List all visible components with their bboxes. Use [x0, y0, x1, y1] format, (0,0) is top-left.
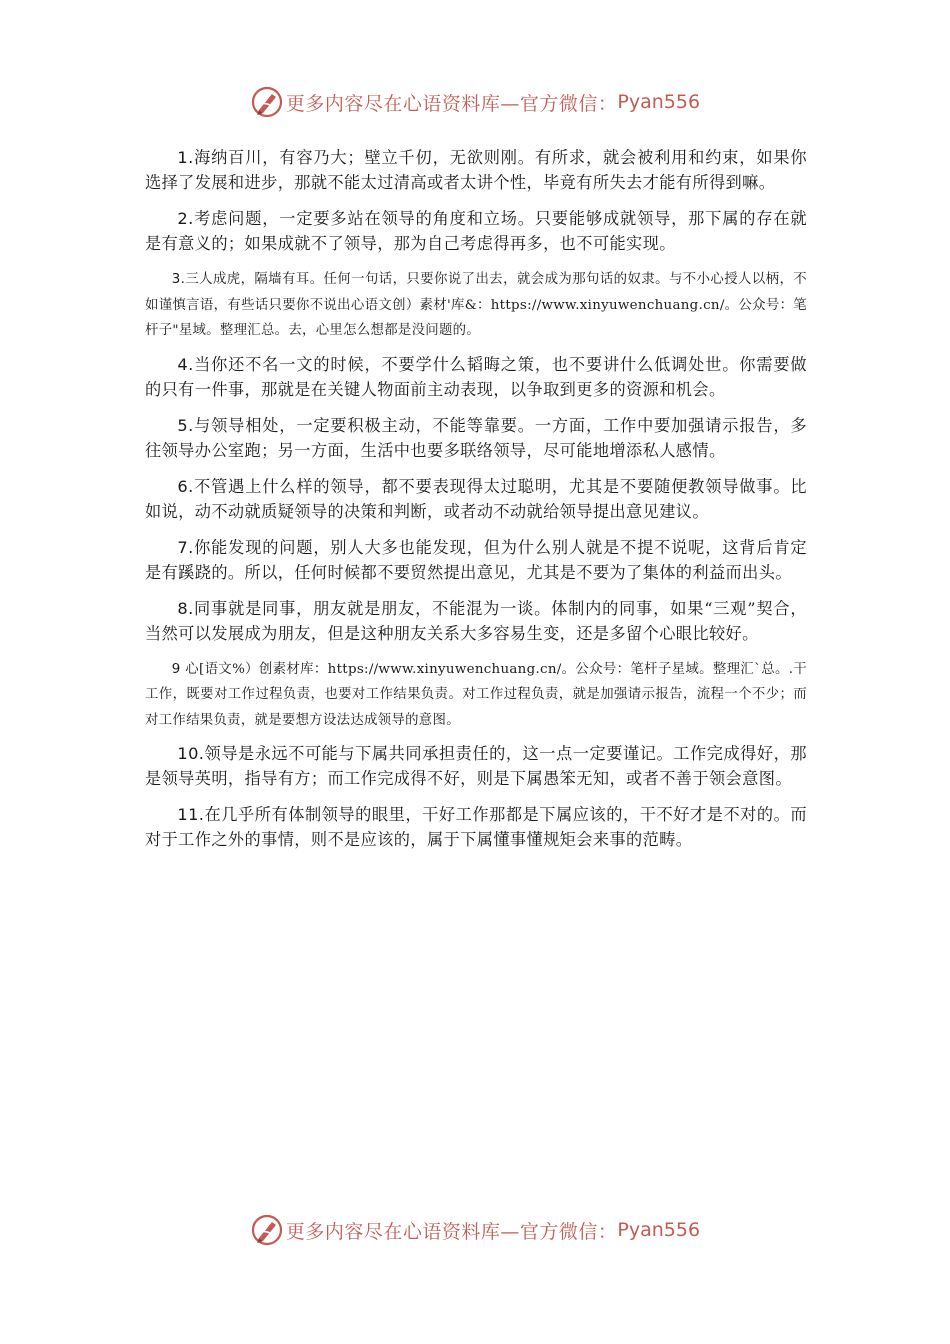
footer-banner — [0, 1210, 950, 1250]
paragraph-2 — [145, 206, 807, 256]
paragraph-number: 6. — [177, 476, 194, 496]
paragraph-number: 9 — [171, 661, 181, 677]
header-brand-text: 更多内容尽在心语资料库—官方微信： — [285, 92, 618, 115]
paragraph-number: 5. — [177, 415, 194, 435]
paragraph-text: 不管遇上什么样的领导，都不要表现得太过聪明，尤其是不要随便教领导做事。比如说，动不动就质疑领导的决策和判断，或者动不动就给领导提出意见建议。 — [145, 476, 807, 521]
paragraph-text: 领导是永远不可能与下属共同承担责任的，这一点一定要谨记。工作完成得好，那是领导英明，指导有方；而工作完成得不好，则是下属愚笨无知，或者不善于领会意图。 — [145, 744, 807, 788]
paragraph-10 — [145, 741, 807, 791]
paragraph-1 — [145, 145, 807, 195]
paragraph-8 — [145, 596, 807, 646]
paragraph-number: 8. — [177, 598, 194, 618]
paragraph-number: 1. — [177, 148, 194, 167]
paragraph-number: 11. — [177, 805, 205, 824]
paragraph-text: 心[语文%）创素材库：https://www.xinyuwenchuang.cn/。公众号：笔杆子星域。整理汇`总。.干工作，既要对工作过程负责，也要对工作结果负责。对工作过程负责，就是加强请示报告，流程一个不少；而对工作结果负责，就是要想方设法达成领导的意图。 — [145, 661, 807, 728]
paragraph-text: 你能发现的问题，别人大多也能发现，但为什么别人就是不提不说呢，这背后肯定是有蹊跷的。所以，任何时候都不要贸然提出意见，尤其是不要为了集体的利益而出头。 — [145, 537, 807, 582]
paragraph-text: 在几乎所有体制领导的眼里，干好工作那都是下属应该的，干不好才是不对的。而对于工作之外的事情，则不是应该的，属于下属懂事懂规矩会来事的范畴。 — [145, 805, 807, 849]
footer-brand-text: 更多内容尽在心语资料库—官方微信： — [285, 1220, 618, 1243]
paragraph-9 — [145, 657, 807, 734]
header-banner — [0, 82, 950, 122]
header-contact-text: Pyan556 — [617, 91, 701, 113]
footer-contact-text: Pyan556 — [617, 1219, 701, 1241]
paragraph-text: 当你还不名一文的时候，不要学什么韬晦之策，也不要讲什么低调处世。你需要做的只有一件事，那就是在关键人物面前主动表现，以争取到更多的资源和机会。 — [145, 354, 807, 399]
paragraph-3 — [145, 267, 807, 344]
pen-logo-icon — [250, 85, 284, 119]
paragraph-5 — [145, 413, 807, 463]
paragraph-text: 三人成虎，隔墙有耳。任何一句话，只要你说了出去，就会成为那句话的奴隶。与不小心授人以柄，不如谨慎言语，有些话只要你不说出心语文创）素材'库&：https://www.xinyuwenchuang.cn/。公众号：笔杆子"星域。整理汇总。去，心里怎么想都是没问题的。 — [145, 272, 807, 338]
paragraph-text: 考虑问题，一定要多站在领导的角度和立场。只要能够成就领导，那下属的存在就是有意义的；如果成就不了领导，那为自己考虑得再多，也不可能实现。 — [145, 209, 807, 253]
paragraph-6 — [145, 474, 807, 524]
paragraph-text: 与领导相处，一定要积极主动，不能等靠要。一方面，工作中要加强请示报告，多往领导办公室跑；另一方面，生活中也要多联络领导，尽可能地增添私人感情。 — [145, 415, 807, 460]
paragraph-number: 3. — [171, 272, 186, 287]
paragraph-number: 4. — [177, 354, 194, 374]
paragraph-number: 10. — [177, 744, 205, 763]
paragraph-number: 7. — [177, 537, 194, 557]
paragraph-11 — [145, 802, 807, 852]
document-body — [145, 145, 807, 863]
paragraph-7 — [145, 535, 807, 585]
pen-logo-icon — [250, 1213, 284, 1247]
paragraph-number: 2. — [177, 209, 194, 228]
paragraph-text: 海纳百川，有容乃大；壁立千仞，无欲则刚。有所求，就会被利用和约束，如果你选择了发展和进步，那就不能太过清高或者太讲个性，毕竟有所失去才能有所得到嘛。 — [145, 148, 807, 192]
paragraph-text: 同事就是同事，朋友就是朋友，不能混为一谈。体制内的同事，如果“三观”契合，当然可以发展成为朋友，但是这种朋友关系大多容易生变，还是多留个心眼比较好。 — [145, 598, 807, 643]
paragraph-4 — [145, 352, 807, 402]
